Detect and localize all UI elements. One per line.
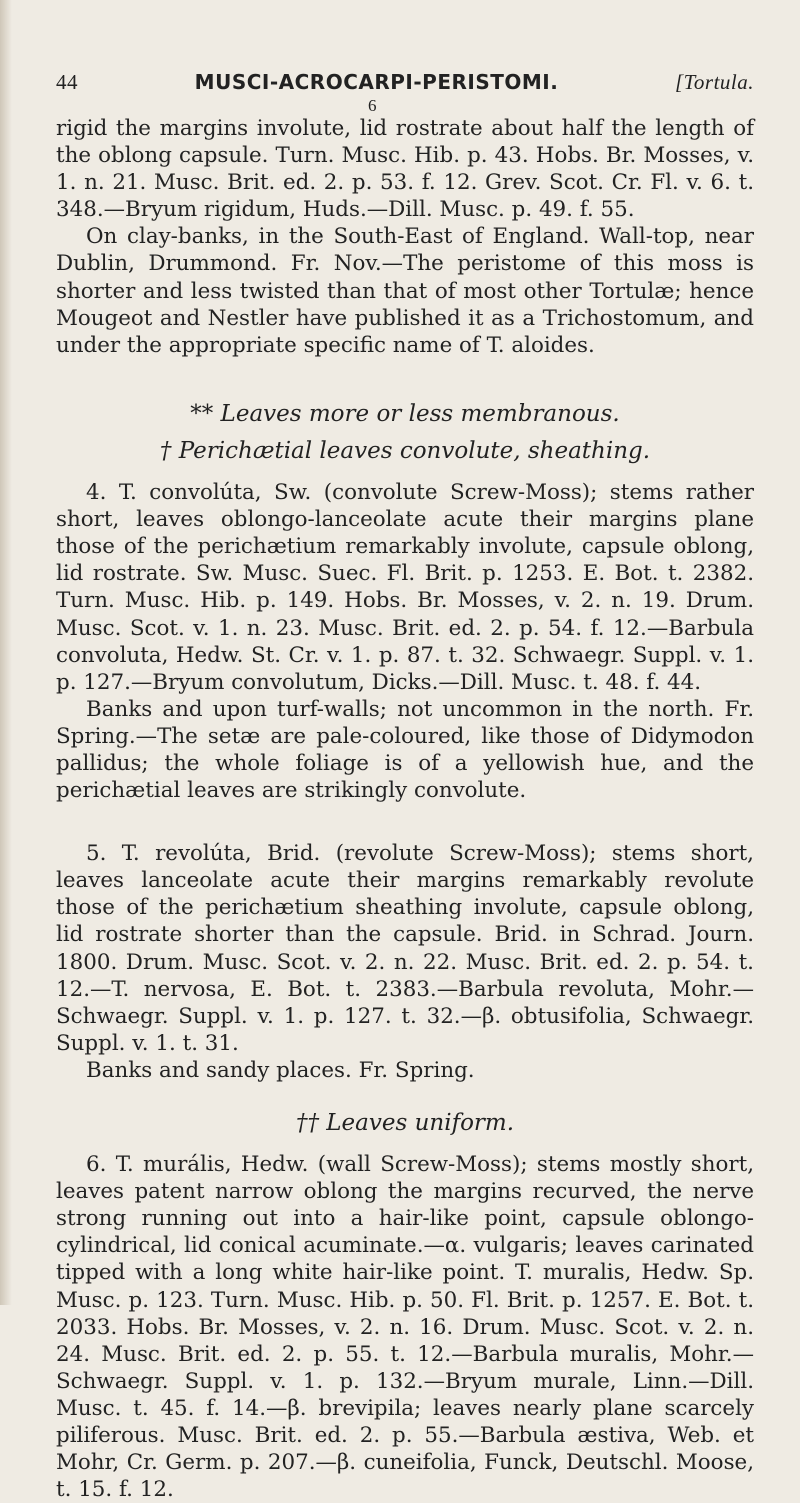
subsection-heading-2: †† Leaves uniform.: [295, 1110, 515, 1136]
species-entry-6: 6. T. murális, Hedw. (wall Screw-Moss); stems mostly short, leaves patent narrow oblong the margins recurved, the nerve strong running out into a hair-like point, capsule oblongo-cylindrical, lid conical acuminate.—α. vulgaris; leaves carinated tipped with a long white hair-like point. T. muralis, Hedw. Sp. Musc. p. 123. Turn. Musc. Hib. p. 50. Fl. Brit. p. 1257. E. Bot. t. 2033. Hobs. Br. Mosses, v. 2. n. 16. Drum. Musc. Scot. v. 2. n. 24. Musc. Brit. ed. 2. p. 55. t. 12.—Barbula muralis, Mohr.—Schwaegr. Suppl. v. 1. p. 132.—Bryum murale, Linn.—Dill. Musc. t. 45. f. 14.—β. brevipila; leaves nearly plane scarcely piliferous. Musc. Brit. ed. 2. p. 55.—Barbula æstiva, Web. et Mohr, Cr. Germ. p. 207.—β. cuneifolia, Funck, Deutschl. Moose, t. 15. f. 12.: [56, 1152, 754, 1503]
margin-mark: 6: [368, 96, 377, 115]
species-entry-5: 5. T. revolúta, Brid. (revolute Screw-Moss); stems short, leaves lanceolate acute their margins remarkably revolute those of the perichætium sheathing involute, capsule oblong, lid rostrate shorter than the capsule. Brid. in Schrad. Journ. 1800. Drum. Musc. Scot. v. 2. n. 22. Musc. Brit. ed. 2. p. 54. t. 12.—T. nervosa, E. Bot. t. 2383.—Barbula revoluta, Mohr.—Schwaegr. Suppl. v. 1. p. 127. t. 32.—β. obtusifolia, Schwaegr. Suppl. v. 1. t. 31.: [56, 841, 754, 1056]
running-header: [56, 70, 754, 95]
subsection-heading-1: † Perichætial leaves convolute, sheathing.: [159, 437, 651, 464]
habitat-note-4: Banks and upon turf-walls; not uncommon in the north. Fr. Spring.—The setæ are pale-coloured, like those of Didymodon pallidus; the whole foliage is of a yellowish hue, and the perichætial leaves are strikingly convolute.: [56, 696, 754, 804]
running-title: MUSCI-ACROCARPI-PERISTOMI.: [194, 70, 559, 94]
habitat-note-5: Banks and sandy places. Fr. Spring.: [86, 1057, 475, 1083]
species-entry-4: 4. T. convolúta, Sw. (convolute Screw-Moss); stems rather short, leaves oblongo-lanceolate acute their margins plane those of the perichætium remarkably involute, capsule oblong, lid rostrate. Sw. Musc. Suec. Fl. Brit. p. 1253. E. Bot. t. 2382. Turn. Musc. Hib. p. 149. Hobs. Br. Mosses, v. 2. n. 19. Drum. Musc. Scot. v. 1. n. 23. Musc. Brit. ed. 2. p. 54. f. 12.—Barbula convoluta, Hedw. St. Cr. v. 1. p. 87. t. 32. Schwaegr. Suppl. v. 1. p. 127.—Bryum convolutum, Dicks.—Dill. Musc. t. 48. f. 44.: [56, 480, 754, 695]
page-number: 44: [56, 70, 78, 94]
page-spine-shadow: [0, 0, 12, 1305]
section-label: [Tortula.: [674, 70, 754, 94]
section-heading: ** Leaves more or less membranous.: [190, 400, 620, 427]
paragraph-2: On clay-banks, in the South-East of England. Wall-top, near Dublin, Drummond. Fr. Nov.—The peristome of this moss is shorter and less twisted than that of most other Tortulæ; hence Mougeot and Nestler have published it as a Trichostomum, and under the appropriate specific name of T. aloides.: [56, 224, 754, 358]
page-body: [56, 115, 754, 1503]
paragraph-1: rigid the margins involute, lid rostrate about half the length of the oblong capsule. Turn. Musc. Hib. p. 43. Hobs. Br. Mosses, v. 1. n. 21. Musc. Brit. ed. 2. p. 53. f. 12. Grev. Scot. Cr. Fl. v. 6. t. 348.—Bryum rigidum, Huds.—Dill. Musc. p. 49. f. 55.: [56, 116, 754, 223]
